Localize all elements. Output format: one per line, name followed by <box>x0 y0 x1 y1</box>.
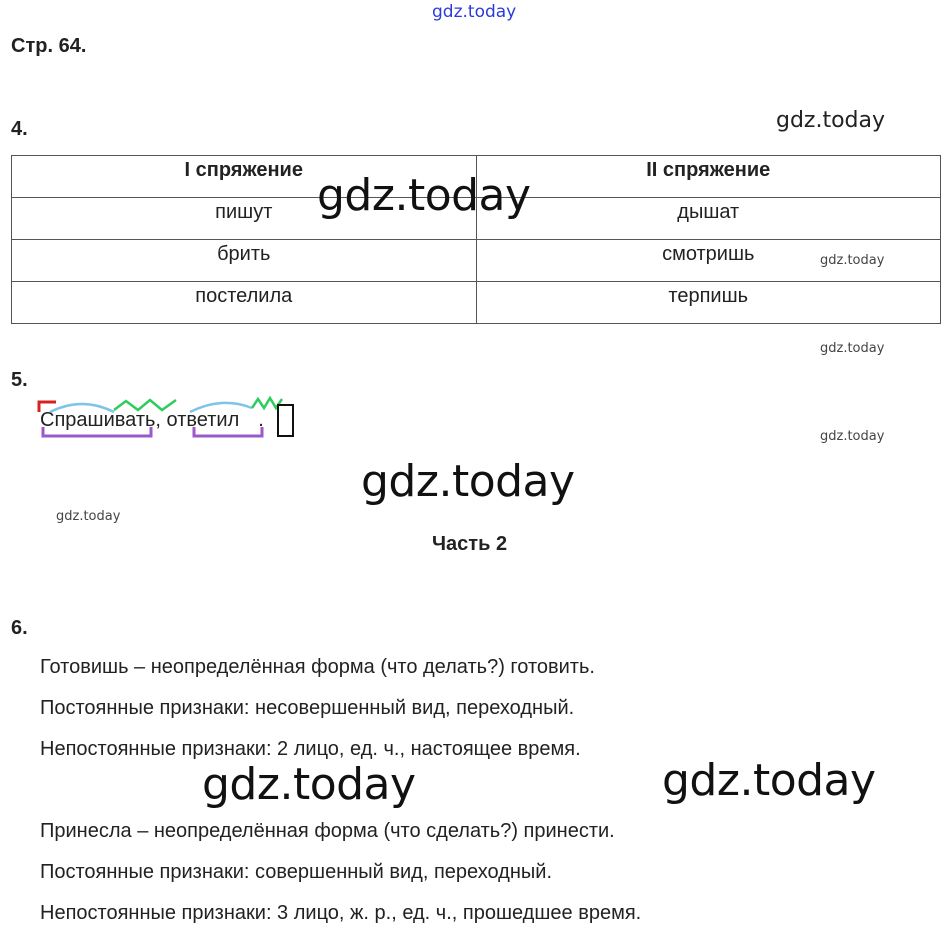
watermark-after-table: gdz.today <box>820 341 885 356</box>
ex6-line: Принесла – неопределённая форма (что сделать?) принести. <box>40 820 615 842</box>
watermark-center-big: gdz.today <box>361 456 575 507</box>
exercise-5-number: 5. <box>11 369 28 391</box>
watermark-header-right: gdz.today <box>776 108 886 133</box>
table-header-cell: II спряжение <box>476 156 941 198</box>
ex6-line: Постоянные признаки: несовершенный вид, переходный. <box>40 697 575 719</box>
table-cell: терпишь <box>476 282 941 324</box>
table-cell: постелила <box>12 282 477 324</box>
watermark-table-big: gdz.today <box>317 170 531 221</box>
table-row <box>12 282 941 324</box>
watermark-top: gdz.today <box>432 2 517 22</box>
watermark-bottom-left-big: gdz.today <box>202 759 416 810</box>
ex5-word-2: ответил <box>166 409 240 431</box>
table-row <box>12 240 941 282</box>
ex5-comma: , <box>155 409 161 431</box>
part-title: Часть 2 <box>432 533 508 555</box>
table-cell: пишут <box>12 198 477 240</box>
table-cell: дышат <box>476 198 941 240</box>
ending-box <box>278 405 293 436</box>
table-cell: брить <box>12 240 477 282</box>
watermark-left-small: gdz.today <box>56 509 121 524</box>
ex5-word-1: Спрашивать <box>40 409 156 431</box>
watermark-table-small: gdz.today <box>820 253 885 268</box>
exercise-6-number: 6. <box>11 617 28 639</box>
watermark-ex5: gdz.today <box>820 429 885 444</box>
ex6-line: Готовишь – неопределённая форма (что делать?) готовить. <box>40 656 595 678</box>
exercise-4-number: 4. <box>11 118 28 140</box>
ex6-line: Постоянные признаки: совершенный вид, переходный. <box>40 861 553 883</box>
page-label: Стр. 64. <box>11 35 87 57</box>
table-cell: смотришь <box>476 240 941 282</box>
ex6-line: Непостоянные признаки: 2 лицо, ед. ч., настоящее время. <box>40 738 581 760</box>
ex6-line: Непостоянные признаки: 3 лицо, ж. р., ед. ч., прошедшее время. <box>40 902 642 924</box>
ex5-period: . <box>258 409 264 431</box>
table-header-cell: I спряжение <box>12 156 477 198</box>
exercise-5-sentence <box>40 409 264 432</box>
watermark-bottom-right-big: gdz.today <box>662 755 876 806</box>
